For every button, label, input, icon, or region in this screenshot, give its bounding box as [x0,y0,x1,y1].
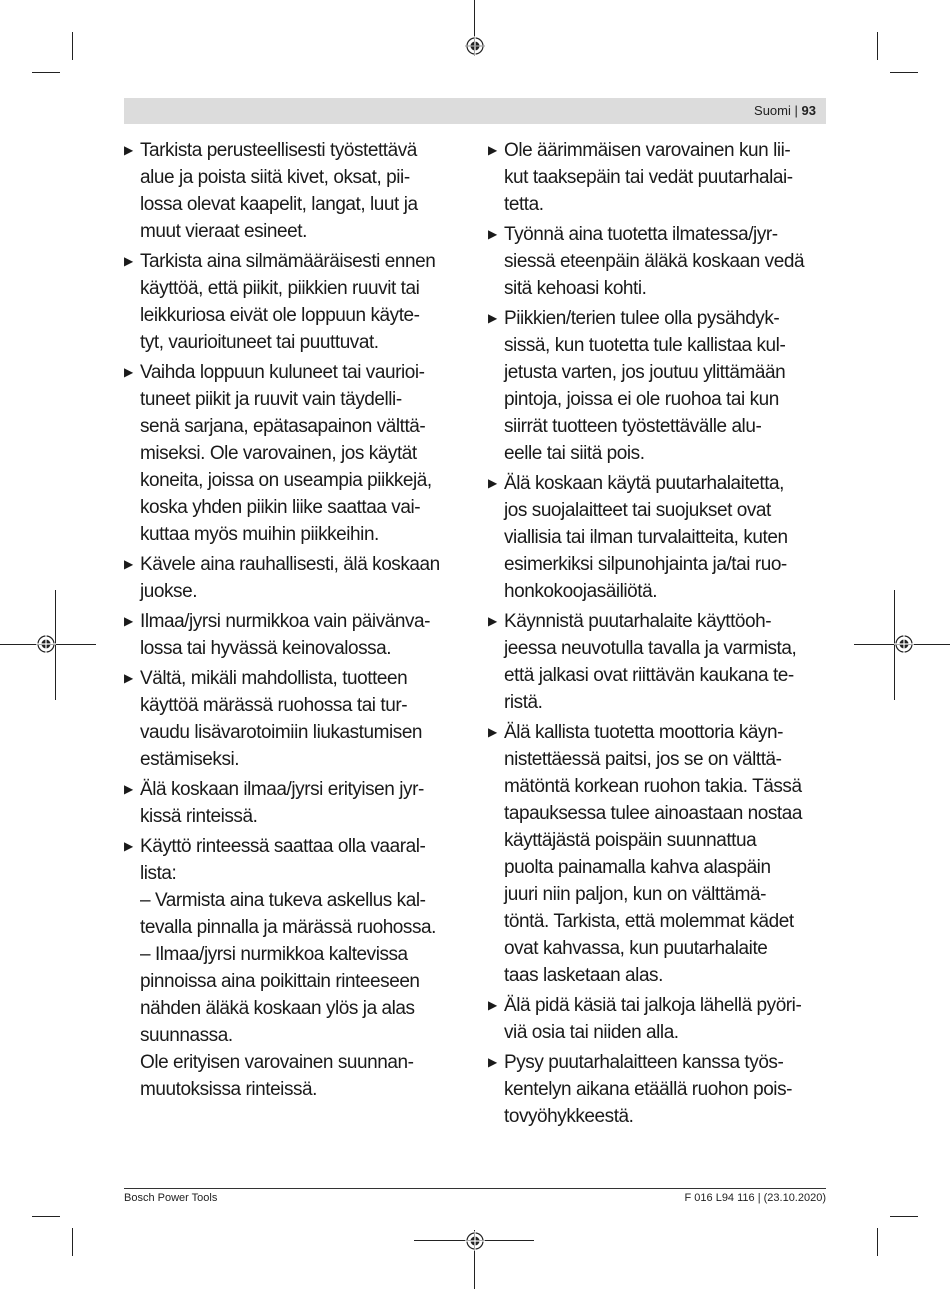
bullet-item [124,776,469,830]
text-line: koneita, joissa on useampia piikkejä, [140,470,432,491]
text-line: nähden äläkä koskaan ylös ja alas [140,998,415,1019]
text-line: ovat kahvassa, kun puutarhalaite [504,938,768,959]
text-line: kissä rinteissä. [140,806,258,827]
text-line: eelle tai siitä pois. [504,443,645,464]
text-line: siessä eteenpäin äläkä koskaan vedä [504,251,805,272]
text-line: että jalkasi ovat riittävän kaukana te- [504,665,794,686]
bullet-arrow-icon: ▶ [488,143,497,157]
text-line: miseksi. Ole varovainen, jos käytät [140,443,417,464]
header-text [754,103,816,118]
text-line: Vaihda loppuun kuluneet tai vaurioi- [140,362,425,383]
footer-publisher: Bosch Power Tools [124,1192,218,1204]
bullet-arrow-icon: ▶ [124,557,133,571]
bullet-item [488,137,833,218]
text-line: senä sarjana, epätasapainon välttä- [140,416,426,437]
text-line: käyttöä märässä ruohossa tai tur- [140,695,408,716]
text-line: kuttaa myös muihin piikkeihin. [140,524,379,545]
bullet-arrow-icon: ▶ [488,998,497,1012]
text-line: tovyöhykkeestä. [504,1106,634,1127]
text-line: estämiseksi. [140,749,240,770]
text-line: jetusta varten, jos joutuu ylittämään [504,362,786,383]
text-line: ristä. [504,692,543,713]
crop-mark [877,32,878,60]
text-line: käyttäjästä poispäin suunnattua [504,830,757,851]
text-line: Vältä, mikäli mahdollista, tuotteen [140,668,408,689]
bullet-arrow-icon: ▶ [124,782,133,796]
right-column [488,137,833,1133]
registration-mark-icon [894,634,914,654]
bullet-item [488,470,833,605]
bullet-item [488,305,833,467]
text-line: suunnassa. [140,1025,233,1046]
bullet-item [124,833,469,1103]
text-line: Käyttö rinteessä saattaa olla vaaral- [140,836,426,857]
bullet-arrow-icon: ▶ [488,1055,497,1069]
bullet-item [124,665,469,773]
text-line: mätöntä korkean ruohon takia. Tässä [504,776,802,797]
header-separator: | [794,103,798,118]
text-line: Tarkista perusteellisesti työstettävä [140,140,417,161]
text-line: tetta. [504,194,544,215]
bullet-arrow-icon: ▶ [124,365,133,379]
crop-mark [890,72,918,73]
page-number: 93 [801,103,816,118]
text-line: muutoksissa rinteissä. [140,1079,318,1100]
registration-mark-icon [465,1231,485,1251]
bullet-item [124,137,469,245]
text-line: tevalla pinnalla ja märässä ruohossa. [140,917,436,938]
registration-mark-icon [465,36,485,56]
text-line: juuri niin paljon, kun on välttämä- [504,884,767,905]
crop-mark [72,1228,73,1256]
crop-mark [32,1216,60,1217]
text-line: muut vieraat esineet. [140,221,307,242]
text-line: taas lasketaan alas. [504,965,663,986]
text-line: – Ilmaa/jyrsi nurmikkoa kaltevissa [140,944,408,965]
bullet-item [124,551,469,605]
text-line: kentelyn aikana etäällä ruohon pois- [504,1079,793,1100]
bullet-item [488,608,833,716]
text-line: sissä, kun tuotetta tule kallistaa kul- [504,335,786,356]
text-line: siirrät tuotteen työstettävälle alu- [504,416,762,437]
text-line: Piikkien/terien tulee olla pysähdyk- [504,308,780,329]
text-line: Pysy puutarhalaitteen kanssa työs- [504,1052,784,1073]
text-line: honkokoojasäiliötä. [504,581,658,602]
text-line: puolta painamalla kahva alaspäin [504,857,771,878]
text-line: Tarkista aina silmämääräisesti ennen [140,251,436,272]
text-line: sitä kehoasi kohti. [504,278,647,299]
text-line: jos suojalaitteet tai suojukset ovat [504,500,771,521]
footer-doc-code: F 016 L94 116 | (23.10.2020) [684,1192,826,1204]
text-line: Käynnistä puutarhalaite käyttöoh- [504,611,772,632]
text-line: viä osia tai niiden alla. [504,1022,679,1043]
bullet-arrow-icon: ▶ [124,839,133,853]
bullet-item [124,608,469,662]
bullet-arrow-icon: ▶ [488,311,497,325]
crop-mark [32,72,60,73]
text-line: Kävele aina rauhallisesti, älä koskaan [140,554,440,575]
bullet-arrow-icon: ▶ [488,725,497,739]
text-line: Ole erityisen varovainen suunnan- [140,1052,414,1073]
text-line: Älä pidä käsiä tai jalkoja lähellä pyöri- [504,995,802,1016]
text-line: Älä koskaan ilmaa/jyrsi erityisen jyr- [140,779,424,800]
bullet-arrow-icon: ▶ [488,227,497,241]
text-line: – Varmista aina tukeva askellus kal- [140,890,426,911]
header-section: Suomi [754,103,791,118]
text-line: tapauksessa tulee ainoastaan nostaa [504,803,802,824]
text-line: esimerkiksi silpunohjainta ja/tai ruo- [504,554,787,575]
text-line: vaudu lisävarotoimiin liukastumisen [140,722,423,743]
text-line: Ole äärimmäisen varovainen kun lii- [504,140,791,161]
text-line: nistettäessä paitsi, jos se on välttä- [504,749,782,770]
registration-mark-icon [36,634,56,654]
text-line: leikkuriosa eivät ole loppuun käyte- [140,305,420,326]
text-line: jeessa neuvotulla tavalla ja varmista, [504,638,797,659]
text-line: alue ja poista siitä kivet, oksat, pii- [140,167,410,188]
crop-mark [72,32,73,60]
text-line: käyttöä, että piikit, piikkien ruuvit tai [140,278,420,299]
text-line: lossa tai hyvässä keinovalossa. [140,638,392,659]
text-line: tyt, vaurioituneet tai puuttuvat. [140,332,379,353]
bullet-item [488,1049,833,1130]
bullet-item [488,221,833,302]
crop-mark [877,1228,878,1256]
bullet-arrow-icon: ▶ [124,143,133,157]
text-line: juokse. [140,581,198,602]
bullet-arrow-icon: ▶ [124,254,133,268]
text-line: Älä kallista tuotetta moottoria käyn- [504,722,784,743]
bullet-item [124,359,469,548]
bullet-arrow-icon: ▶ [124,614,133,628]
bullet-arrow-icon: ▶ [488,614,497,628]
page-header [124,98,826,124]
text-line: tuneet piikit ja ruuvit vain täydelli- [140,389,402,410]
left-column [124,137,469,1106]
text-line: pintoja, joissa ei ole ruohoa tai kun [504,389,779,410]
text-line: Älä koskaan käytä puutarhalaitetta, [504,473,784,494]
text-line: töntä. Tarkista, että molemmat kädet [504,911,794,932]
text-line: kut taaksepäin tai vedät puutarhalai- [504,167,793,188]
text-line: viallisia tai ilman turvalaitteita, kuten [504,527,788,548]
text-line: Työnnä aina tuotetta ilmatessa/jyr- [504,224,778,245]
text-line: pinnoissa aina poikittain rinteeseen [140,971,420,992]
bullet-item [124,248,469,356]
bullet-arrow-icon: ▶ [124,671,133,685]
crop-mark [890,1216,918,1217]
bullet-item [488,719,833,989]
bullet-item [488,992,833,1046]
footer-rule [124,1188,826,1189]
text-line: koska yhden piikin liike saattaa vai- [140,497,421,518]
text-line: lista: [140,863,177,884]
bullet-arrow-icon: ▶ [488,476,497,490]
text-line: lossa olevat kaapelit, langat, luut ja [140,194,418,215]
text-line: Ilmaa/jyrsi nurmikkoa vain päivänva- [140,611,431,632]
